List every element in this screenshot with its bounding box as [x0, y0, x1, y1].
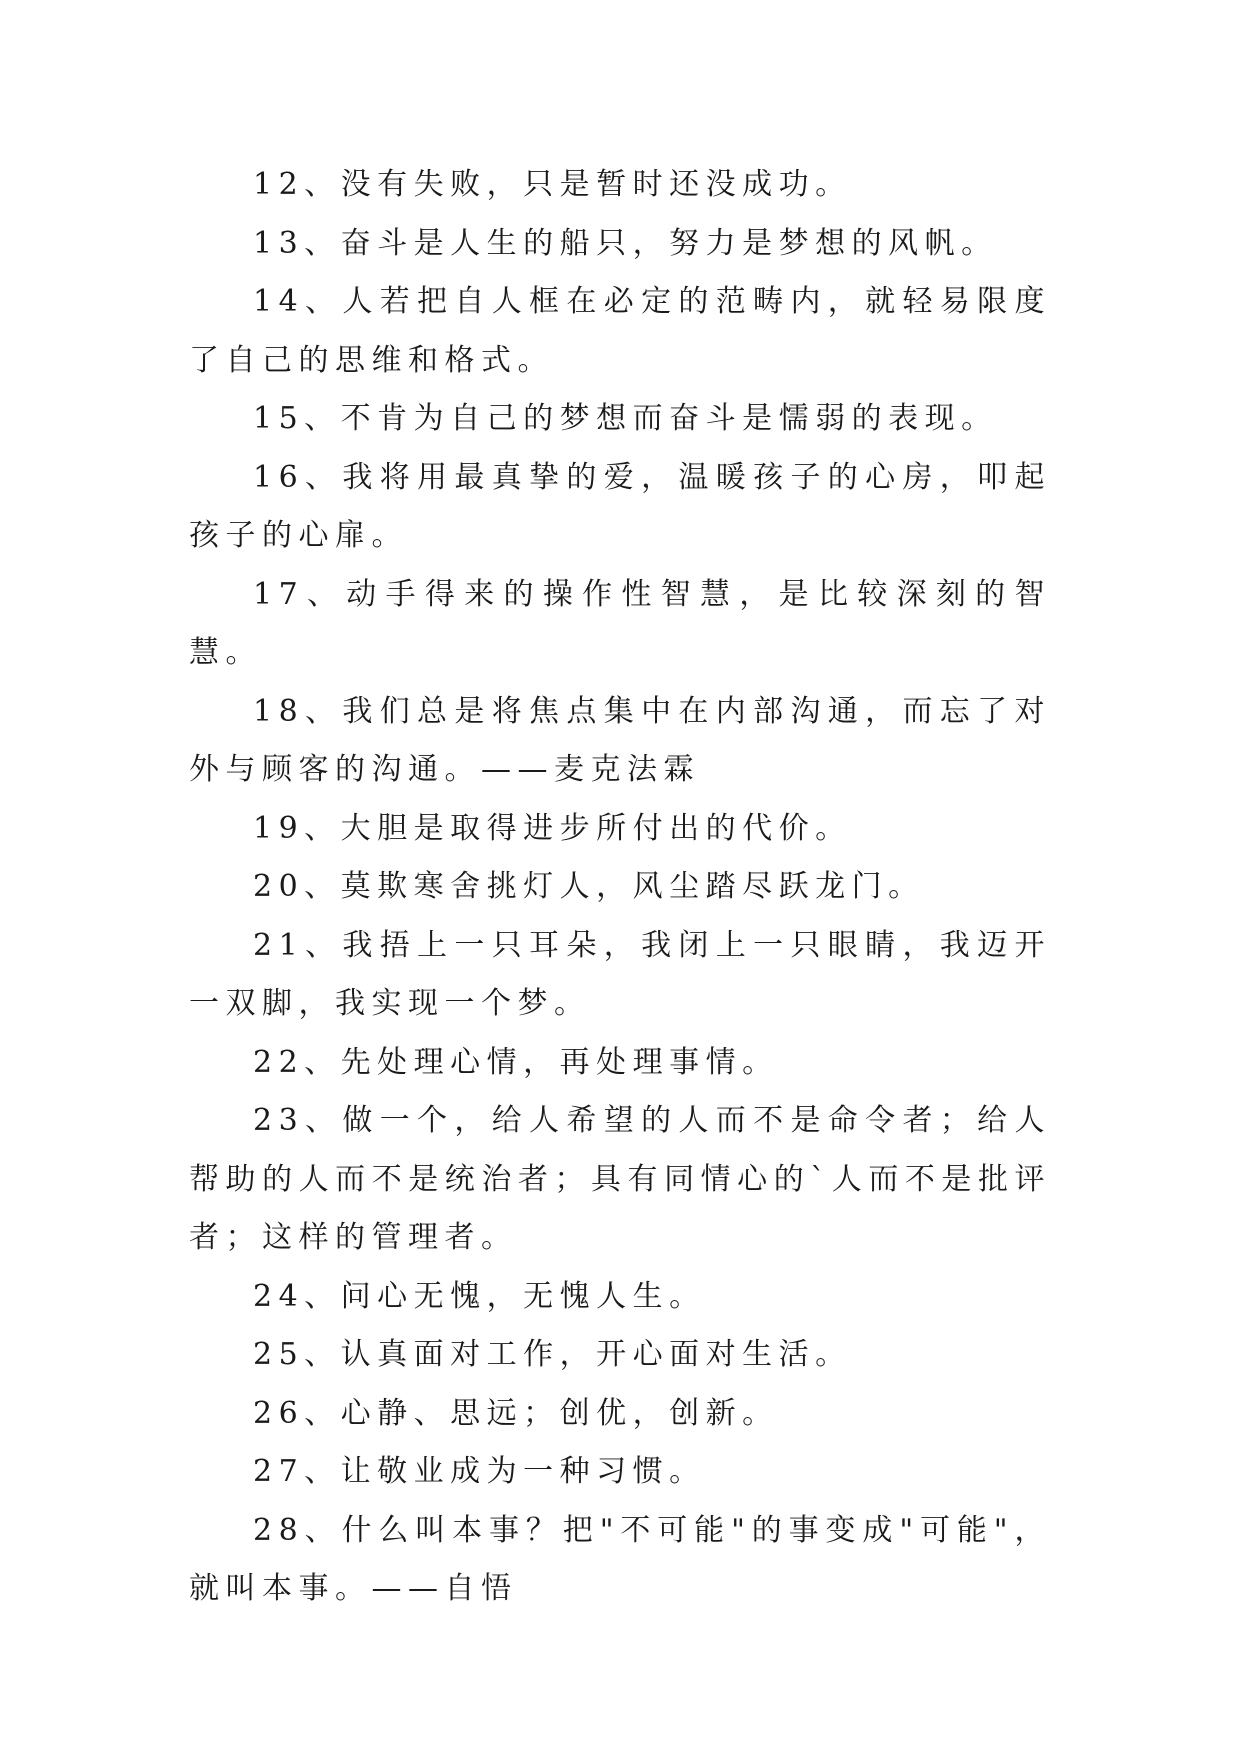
paragraph-23: 23、做一个，给人希望的人而不是命令者；给人帮助的人而不是统治者；具有同情心的`人而不是批评者；这样的管理者。 — [189, 1103, 1051, 1255]
paragraph-12: 12、没有失败，只是暂时还没成功。 — [253, 167, 852, 202]
paragraph-21: 21、我捂上一只耳朵，我闭上一只眼睛，我迈开一双脚，我实现一个梦。 — [189, 927, 1051, 1021]
paragraph-26: 26、心静、思远；创优，创新。 — [253, 1395, 779, 1431]
paragraph-16: 16、我将用最真挚的爱，温暖孩子的心房，叩起孩子的心扉。 — [189, 459, 1051, 553]
paragraph-18: 18、我们总是将焦点集中在内部沟通，而忘了对外与顾客的沟通。——麦克法霖 — [189, 693, 1051, 787]
paragraph-28: 28、什么叫本事？把"不可能"的事变成"可能"，就叫本事。——自悟 — [189, 1512, 1051, 1606]
paragraph-14: 14、人若把自人框在必定的范畴内，就轻易限度了自己的思维和格式。 — [189, 284, 1051, 378]
document-body — [189, 156, 1051, 1619]
paragraph-20: 20、莫欺寒舍挑灯人，风尘踏尽跃龙门。 — [253, 869, 925, 904]
paragraph-25: 25、认真面对工作，开心面对生活。 — [253, 1337, 852, 1372]
paragraph-22: 22、先处理心情，再处理事情。 — [253, 1044, 779, 1080]
paragraph-24: 24、问心无愧，无愧人生。 — [253, 1278, 706, 1314]
paragraph-27: 27、让敬业成为一种习惯。 — [253, 1454, 706, 1489]
paragraph-15: 15、不肯为自己的梦想而奋斗是懦弱的表现。 — [253, 401, 998, 436]
paragraph-19: 19、大胆是取得进步所付出的代价。 — [253, 810, 852, 846]
paragraph-13: 13、奋斗是人生的船只，努力是梦想的风帆。 — [253, 225, 998, 261]
paragraph-17: 17、动手得来的操作性智慧，是比较深刻的智慧。 — [189, 576, 1051, 670]
